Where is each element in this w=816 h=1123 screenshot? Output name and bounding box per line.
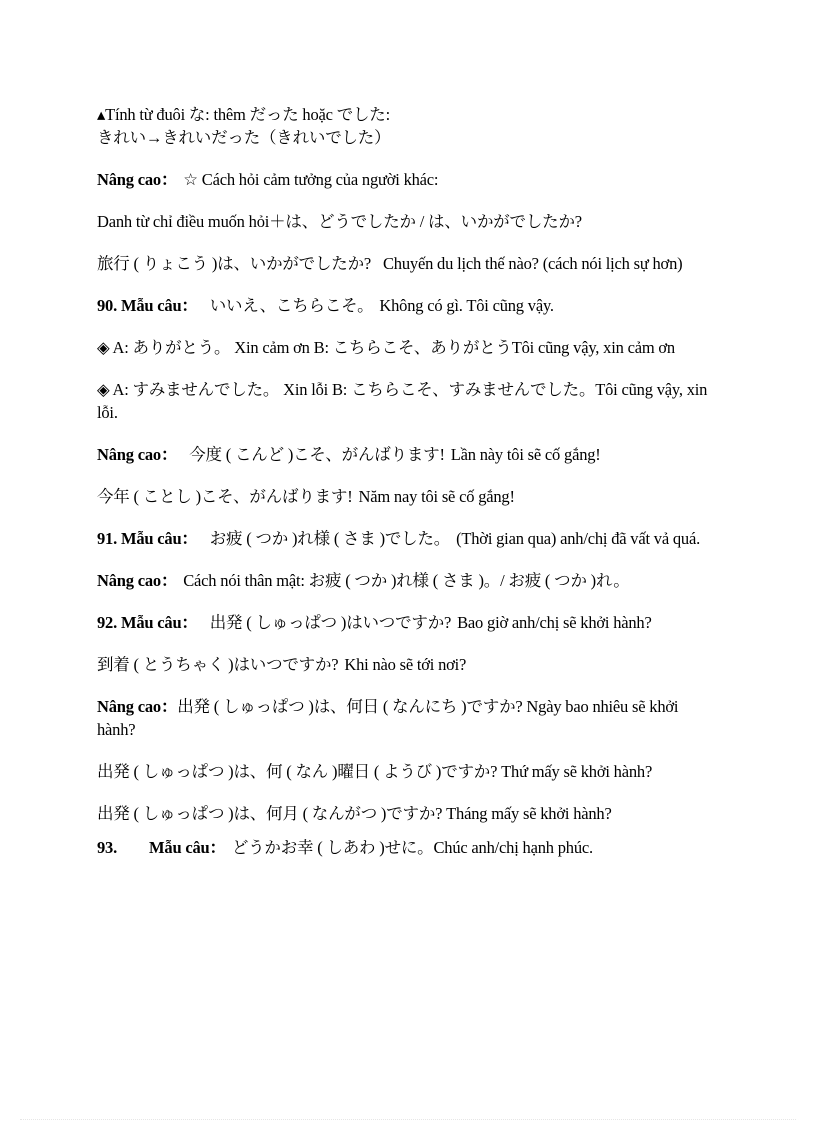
advanced-label: Nâng cao： xyxy=(97,445,178,464)
arrival-jp: 到着 ( とうちゃく )はいつですか? xyxy=(97,655,339,674)
pattern-93-label: Mẫu câu： xyxy=(149,838,226,857)
paragraph-advanced-date xyxy=(97,695,719,741)
paragraph-travel-example xyxy=(97,252,719,275)
paragraph-advanced-ask-impression xyxy=(97,168,719,191)
paragraph-kotoshi xyxy=(97,485,719,508)
pattern-90-jp: いいえ、こちらこそ。 xyxy=(209,296,374,315)
pattern-93-text: どうかお幸 ( しあわ )せに。Chúc anh/chị hạnh phúc. xyxy=(231,838,593,857)
document-body xyxy=(97,103,719,878)
paragraph-dialog-thanks xyxy=(97,336,719,359)
ask-pattern-text: Danh từ chỉ điều muốn hỏi＋は、どうでしたか / は、いかがでしたか? xyxy=(97,212,582,231)
paragraph-arrival xyxy=(97,653,719,676)
na-adjective-example: きれい→きれいだった（きれいでした） xyxy=(97,128,391,147)
weekday-text: 出発 ( しゅっぱつ )は、何 ( なん )曜日 ( ようび )ですか? Thứ mấy sẽ khởi hành? xyxy=(97,762,653,781)
pattern-92-vn: Bao giờ anh/chị sẽ khởi hành? xyxy=(457,613,652,632)
paragraph-dialog-sorry xyxy=(97,378,719,424)
advanced-label: Nâng cao： xyxy=(97,170,178,189)
kondo-jp: 今度 ( こんど )こそ、がんばります! xyxy=(189,445,445,464)
pattern-91-vn: (Thời gian qua) anh/chị đã vất vả quá. xyxy=(456,529,701,548)
pattern-93-number: 93. xyxy=(97,838,118,857)
paragraph-advanced-casual xyxy=(97,569,719,592)
pattern-92-label: 92. Mẫu câu： xyxy=(97,613,198,632)
pattern-92-jp: 出発 ( しゅっぱつ )はいつですか? xyxy=(209,613,452,632)
paragraph-advanced-kondo xyxy=(97,443,719,466)
paragraph-ask-pattern xyxy=(97,210,719,233)
kondo-vn: Lần này tôi sẽ cố gắng! xyxy=(450,445,601,464)
advanced-text: ☆ Cách hỏi cảm tưởng của người khác: xyxy=(183,170,439,189)
advanced-label: Nâng cao： xyxy=(97,697,178,716)
pattern-90-vn: Không có gì. Tôi cũng vậy. xyxy=(379,296,554,315)
dialog-sorry-text: ◈ A: すみませんでした。 Xin lỗi B: こちらこそ、すみませんでした。Tôi cũng vậy, xin lỗi. xyxy=(97,380,708,422)
paragraph-pattern-92 xyxy=(97,611,719,634)
travel-jp: 旅行 ( りょこう )は、いかがでしたか? xyxy=(97,254,371,273)
date-text: 出発 ( しゅっぱつ )は、何日 ( なんにち )ですか? Ngày bao nhiêu sẽ khởi hành? xyxy=(97,697,679,739)
travel-vn: Chuyến du lịch thế nào? (cách nói lịch sự hơn) xyxy=(383,254,683,273)
dialog-thanks-text: ◈ A: ありがとう。 Xin cảm ơn B: こちらこそ、ありがとうTôi cũng vậy, xin cảm ơn xyxy=(97,338,675,357)
arrival-vn: Khi nào sẽ tới nơi? xyxy=(344,655,467,674)
paragraph-pattern-90 xyxy=(97,294,719,317)
advanced-label: Nâng cao： xyxy=(97,571,178,590)
casual-text: Cách nói thân mật: お疲 ( つか )れ様 ( さま )。/ お疲 ( つか )れ。 xyxy=(183,571,630,590)
paragraph-month xyxy=(97,802,719,825)
pattern-90-label: 90. Mẫu câu： xyxy=(97,296,198,315)
paragraph-weekday xyxy=(97,760,719,783)
paragraph-pattern-93 xyxy=(97,836,719,859)
page-bottom-divider xyxy=(20,1119,796,1120)
kotoshi-jp: 今年 ( ことし )こそ、がんばります! xyxy=(97,487,353,506)
paragraph-na-adjective xyxy=(97,103,719,149)
pattern-91-jp: お疲 ( つか )れ様 ( さま )でした。 xyxy=(209,529,451,548)
na-adjective-rule: ▴Tính từ đuôi な: thêm だった hoặc でした: xyxy=(97,105,390,124)
month-text: 出発 ( しゅっぱつ )は、何月 ( なんがつ )ですか? Tháng mấy sẽ khởi hành? xyxy=(97,804,612,823)
paragraph-pattern-91 xyxy=(97,527,719,550)
pattern-91-label: 91. Mẫu câu： xyxy=(97,529,198,548)
kotoshi-vn: Năm nay tôi sẽ cố gắng! xyxy=(358,487,515,506)
